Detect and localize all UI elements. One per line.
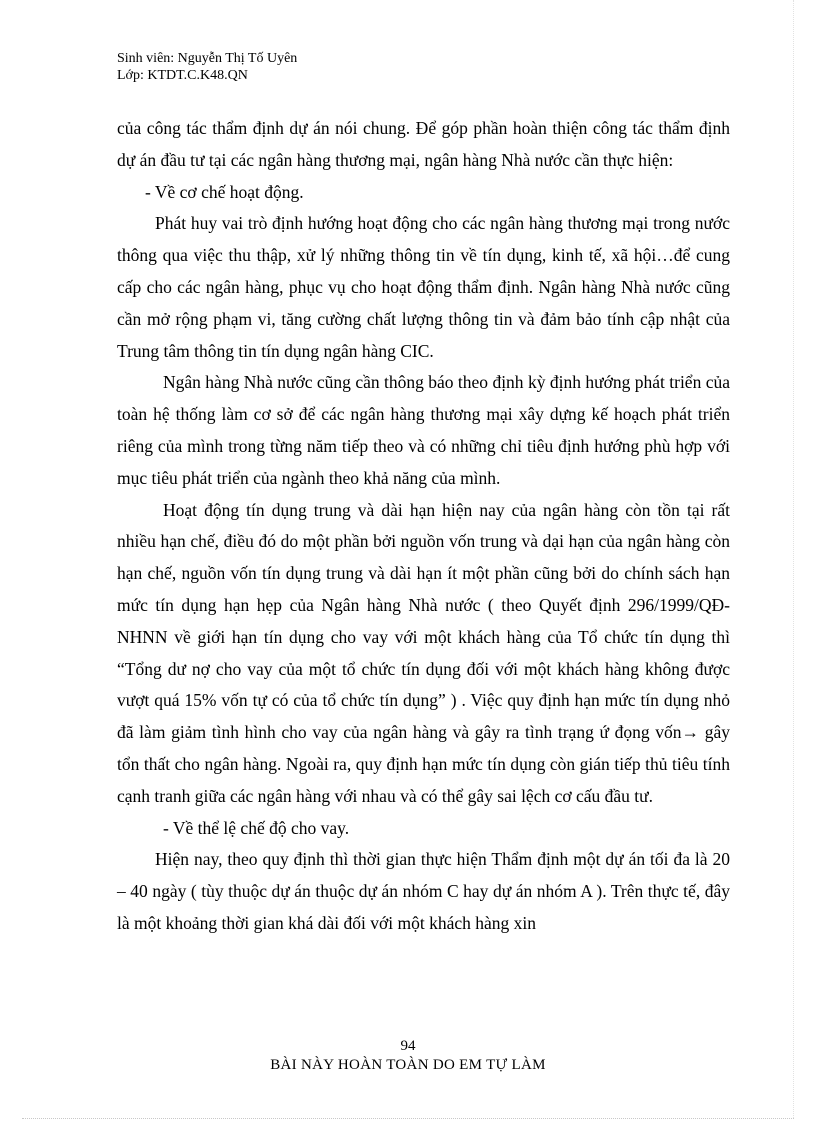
paragraph: Phát huy vai trò định hướng hoạt động cho các ngân hàng thương mại trong nước thông qua việc thu thập, xử lý những thông tin về tín dụng, kinh tế, xã hội…để cung cấp cho các ngân hàng, phục vụ cho hoạt động thẩm định. Ngân hàng Nhà nước cũng cần mở rộng phạm vi, tăng cường chất lượng thông tin và đảm bảo tính cập nhật của Trung tâm thông tin tín dụng ngân hàng CIC. [117,213,730,361]
paragraph: Hoạt động tín dụng trung và dài hạn hiện nay của ngân hàng còn tồn tại rất nhiều hạn chế, điều đó do một phần bởi nguồn vốn trung và dại hạn của ngân hàng còn hạn chế, nguồn vốn tín dụng trung và dài hạn ít một phần cũng bởi do chính sách hạn mức tín dụng hạn hẹp của Ngân hàng Nhà nước ( theo Quyết định 296/1999/QĐ- NHNN về giới hạn tín dụng cho vay với một khách hàng của Tổ chức tín dụng thì “Tổng dư nợ cho vay của một tổ chức tín dụng đối với một khách hàng không được vượt quá 15% vốn tự có của tổ chức tín dụng” ) . Việc quy định hạn mức tín dụng nhỏ đã làm giảm tình hình cho vay của ngân hàng và gây ra tình trạng ứ đọng vốn→ gây tổn thất cho ngân hàng. Ngoài ra, quy định hạn mức tín dụng còn gián tiếp thủ tiêu tính cạnh tranh giữa các ngân hàng với nhau và có thể gây sai lệch cơ cấu đầu tư. [117,499,730,806]
section-heading: - Về thể lệ chế độ cho vay. [163,817,350,838]
class-name: Lớp: KTDT.C.K48.QN [117,68,248,83]
document-body [117,113,730,940]
footer-note: BÀI NÀY HOÀN TOÀN DO EM TỰ LÀM [270,1057,546,1073]
page-number: 94 [400,1038,416,1054]
paragraph: của công tác thẩm định dự án nói chung. Để góp phần hoàn thiện công tác thẩm định dự án đầu tư tại các ngân hàng thương mại, ngân hàng Nhà nước cần thực hiện: [117,118,730,170]
paragraph: Ngân hàng Nhà nước cũng cần thông báo theo định kỳ định hướng phát triển của toàn hệ thống làm cơ sở để các ngân hàng thương mại xây dựng kế hoạch phát triển riêng của mình trong từng năm tiếp theo và có những chỉ tiêu định hướng phù hợp với mục tiêu phát triển của ngành theo khả năng của mình. [117,372,730,488]
page-header [117,50,297,84]
page-border-bottom [22,1118,794,1119]
student-name: Sinh viên: Nguyễn Thị Tố Uyên [117,51,298,66]
section-heading: - Về cơ chế hoạt động. [145,181,304,202]
page-border-right [793,0,794,1118]
paragraph: Hiện nay, theo quy định thì thời gian thực hiện Thẩm định một dự án tối đa là 20 – 40 ngày ( tùy thuộc dự án thuộc dự án nhóm C hay dự án nhóm A ). Trên thực tế, đây là một khoảng thời gian khá dài đối với một khách hàng xin [117,849,730,933]
